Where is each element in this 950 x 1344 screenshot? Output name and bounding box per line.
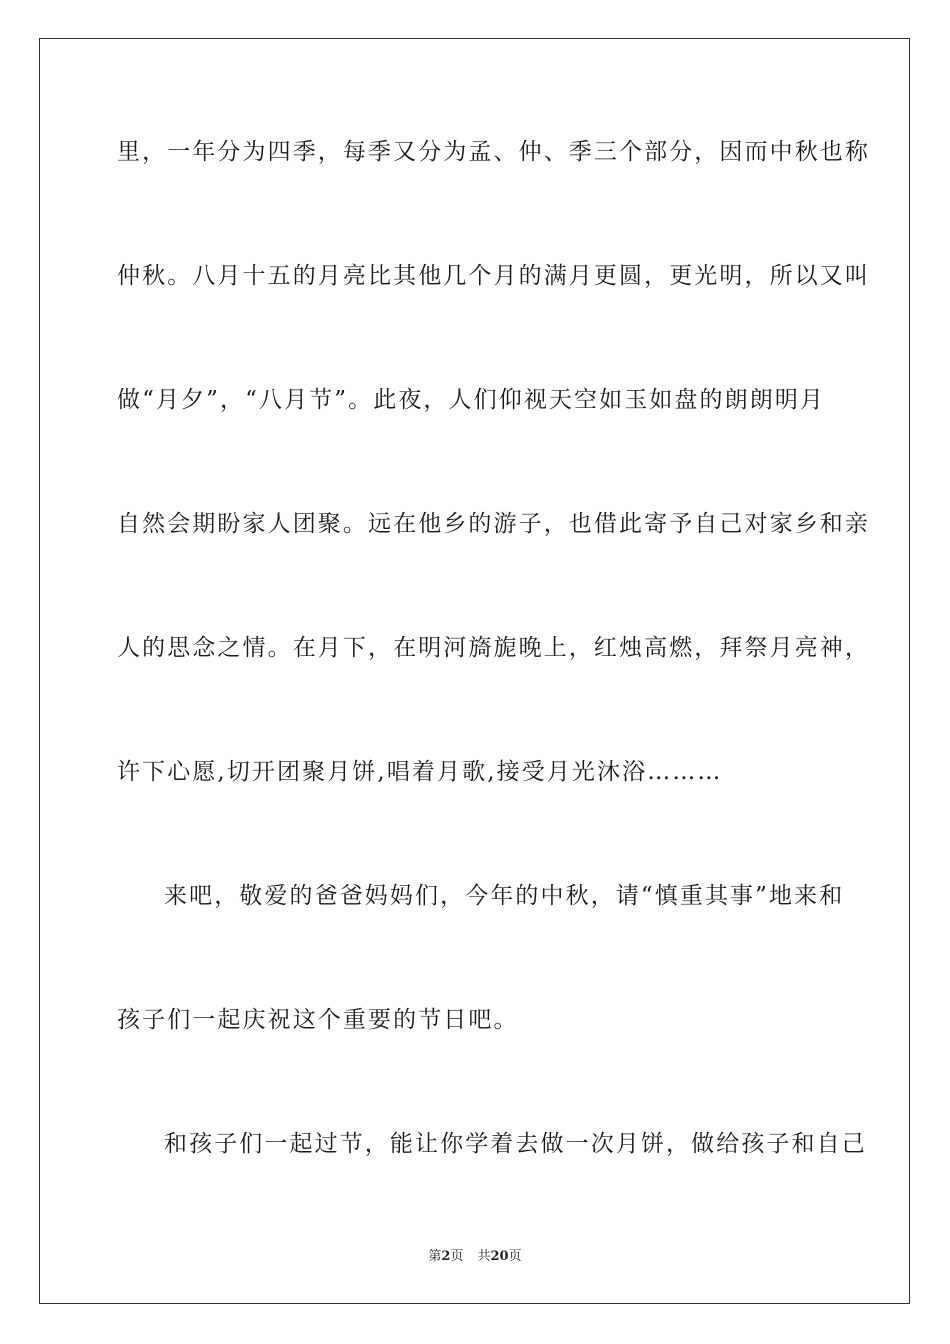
body-text-line-1: 里，一年分为四季，每季又分为孟、仲、季三个部分，因而中秋也称	[117, 139, 870, 165]
current-page-number: 2	[441, 1249, 451, 1264]
paragraph-2-line-1: 来吧，敬爱的爸爸妈妈们，今年的中秋，请“慎重其事”地来和	[164, 883, 845, 909]
page-prefix: 第	[428, 1249, 442, 1264]
paragraph-2-line-2: 孩子们一起庆祝这个重要的节日吧。	[117, 1007, 519, 1033]
total-pages-number: 20	[490, 1249, 509, 1264]
page-border	[39, 38, 910, 1304]
page-number-footer	[0, 1248, 950, 1266]
body-text-line-3: 做“月夕”，“八月节”。此夜，人们仰视天空如玉如盘的朗朗明月	[117, 387, 826, 413]
body-text-line-6: 许下心愿,切开团聚月饼,唱着月歌,接受月光沐浴………	[117, 759, 723, 785]
total-prefix: 共	[477, 1249, 491, 1264]
paragraph-3-line-1: 和孩子们一起过节，能让你学着去做一次月饼，做给孩子和自己	[164, 1131, 867, 1157]
body-text-line-5: 人的思念之情。在月下，在明河旖旎晚上，红烛高燃，拜祭月亮神，	[117, 635, 870, 661]
page-suffix: 页	[450, 1249, 464, 1264]
total-suffix: 页	[508, 1249, 522, 1264]
body-text-line-2: 仲秋。八月十五的月亮比其他几个月的满月更圆，更光明，所以又叫	[117, 263, 870, 289]
body-text-line-4: 自然会期盼家人团聚。远在他乡的游子，也借此寄予自己对家乡和亲	[117, 511, 870, 537]
